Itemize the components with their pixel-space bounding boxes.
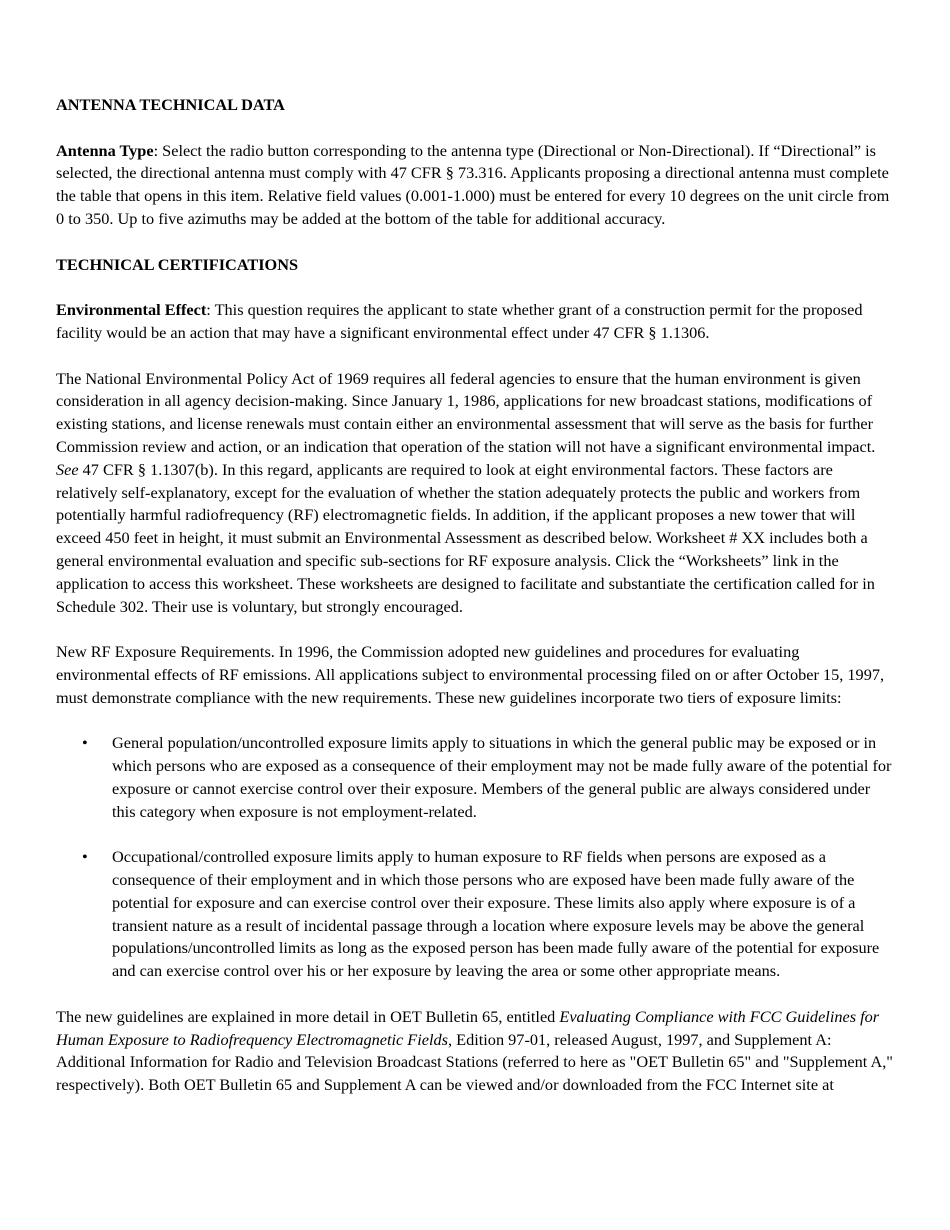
paragraph-oet-bulletin: [56, 1006, 896, 1097]
environmental-effect-text: : This question requires the applicant to state whether grant of a construction permit for the proposed facility would be an action that may have a significant environmental effect under 47 CFR § 1.1306.: [56, 300, 863, 342]
closing-text-1: The new guidelines are explained in more detail in OET Bulletin 65, entitled: [56, 1006, 560, 1026]
nepa-see: See: [56, 459, 79, 479]
bulletin-title: Evaluating Compliance with FCC Guidelines for Human Exposure to Radiofrequency Electromagnetic Fields: [56, 1006, 880, 1049]
exposure-tier-list: [56, 732, 896, 983]
bullet-icon: •: [82, 733, 88, 753]
term-environmental-effect: Environmental Effect: [56, 300, 207, 320]
closing-text-2: , Edition 97-01, released August, 1997, and Supplement A: Additional Information for Radio and Television Broadcast Stations (referred to here as "OET Bulletin 65" and "Supplement A," respectively). Both OET Bulletin 65 and Supplement A can be viewed and/or downloaded from the FCC Internet site at: [56, 1029, 893, 1095]
list-item: [56, 846, 896, 983]
paragraph-nepa: [56, 368, 896, 619]
heading-antenna-technical-data: ANTENNA TECHNICAL DATA: [56, 95, 285, 114]
antenna-type-text: : Select the radio button corresponding to the antenna type (Directional or Non-Directional). If “Directional” is selected, the directional antenna must comply with 47 CFR § 73.316. Applicants proposing a directional antenna must complete the table that opens in this item. Relative field values (0.001-1.000) must be entered for every 10 degrees on the unit circle from 0 to 350. Up to five azimuths may be added at the bottom of the table for additional accuracy.: [56, 140, 890, 228]
paragraph-antenna-type: [56, 140, 896, 231]
list-item: [56, 732, 896, 823]
paragraph-rf-exposure-intro: New RF Exposure Requirements. In 1996, the Commission adopted new guidelines and procedures for evaluating environmental effects of RF emissions. All applications subject to environmental processing filed on or after October 15, 1997, must demonstrate compliance with the new requirements. These new guidelines incorporate two tiers of exposure limits:: [56, 642, 885, 707]
term-antenna-type: Antenna Type: [56, 140, 154, 160]
heading-technical-certifications: TECHNICAL CERTIFICATIONS: [56, 254, 299, 274]
nepa-text-1: The National Environmental Policy Act of 1969 requires all federal agencies to ensure that the human environment is given consideration in all agency decision-making. Since January 1, 1986, applications for new broadcast stations, modifications of existing stations, and license renewals must contain either an environmental assessment that will serve as the basis for further Commission review and action, or an indication that operation of the station will not have a significant environmental impact.: [56, 368, 876, 456]
bullet-icon: •: [82, 847, 88, 867]
nepa-text-2: 47 CFR § 1.1307(b). In this regard, applicants are required to look at eight environmental factors. These factors are relatively self-explanatory, except for the evaluation of whether the station adequately protects the public and workers from potentially harmful radiofrequency (RF) electromagnetic fields. In addition, if the applicant proposes a new tower that will exceed 450 feet in height, it must submit an Environmental Assessment as described below. Worksheet # XX includes both a general environmental evaluation and specific sub-sections for RF exposure analysis. Click the “Worksheets” link in the application to access this worksheet. These worksheets are designed to facilitate and substantiate the certification called for in Schedule 302. Their use is voluntary, but strongly encouraged.: [56, 459, 875, 616]
list-item-text: General population/uncontrolled exposure limits apply to situations in which the general public may be exposed or in which persons who are exposed as a consequence of their employment may not be made fully aware of the potential for exposure or cannot exercise control over their exposure. Members of the general public are always considered under this category when exposure is not employment-related.: [112, 733, 892, 821]
paragraph-environmental-effect: [56, 299, 896, 345]
list-item-text: Occupational/controlled exposure limits apply to human exposure to RF fields when persons are exposed as a consequence of their employment and in which those persons who are exposed have been made fully aware of the potential for exposure and can exercise control over their exposure. These limits also apply where exposure is of a transient nature as a result of incidental passage through a location where exposure levels may be above the general populations/uncontrolled limits as long as the exposed person has been made fully aware of the potential for exposure and can exercise control over his or her exposure by leaving the area or some other appropriate means.: [112, 847, 880, 981]
